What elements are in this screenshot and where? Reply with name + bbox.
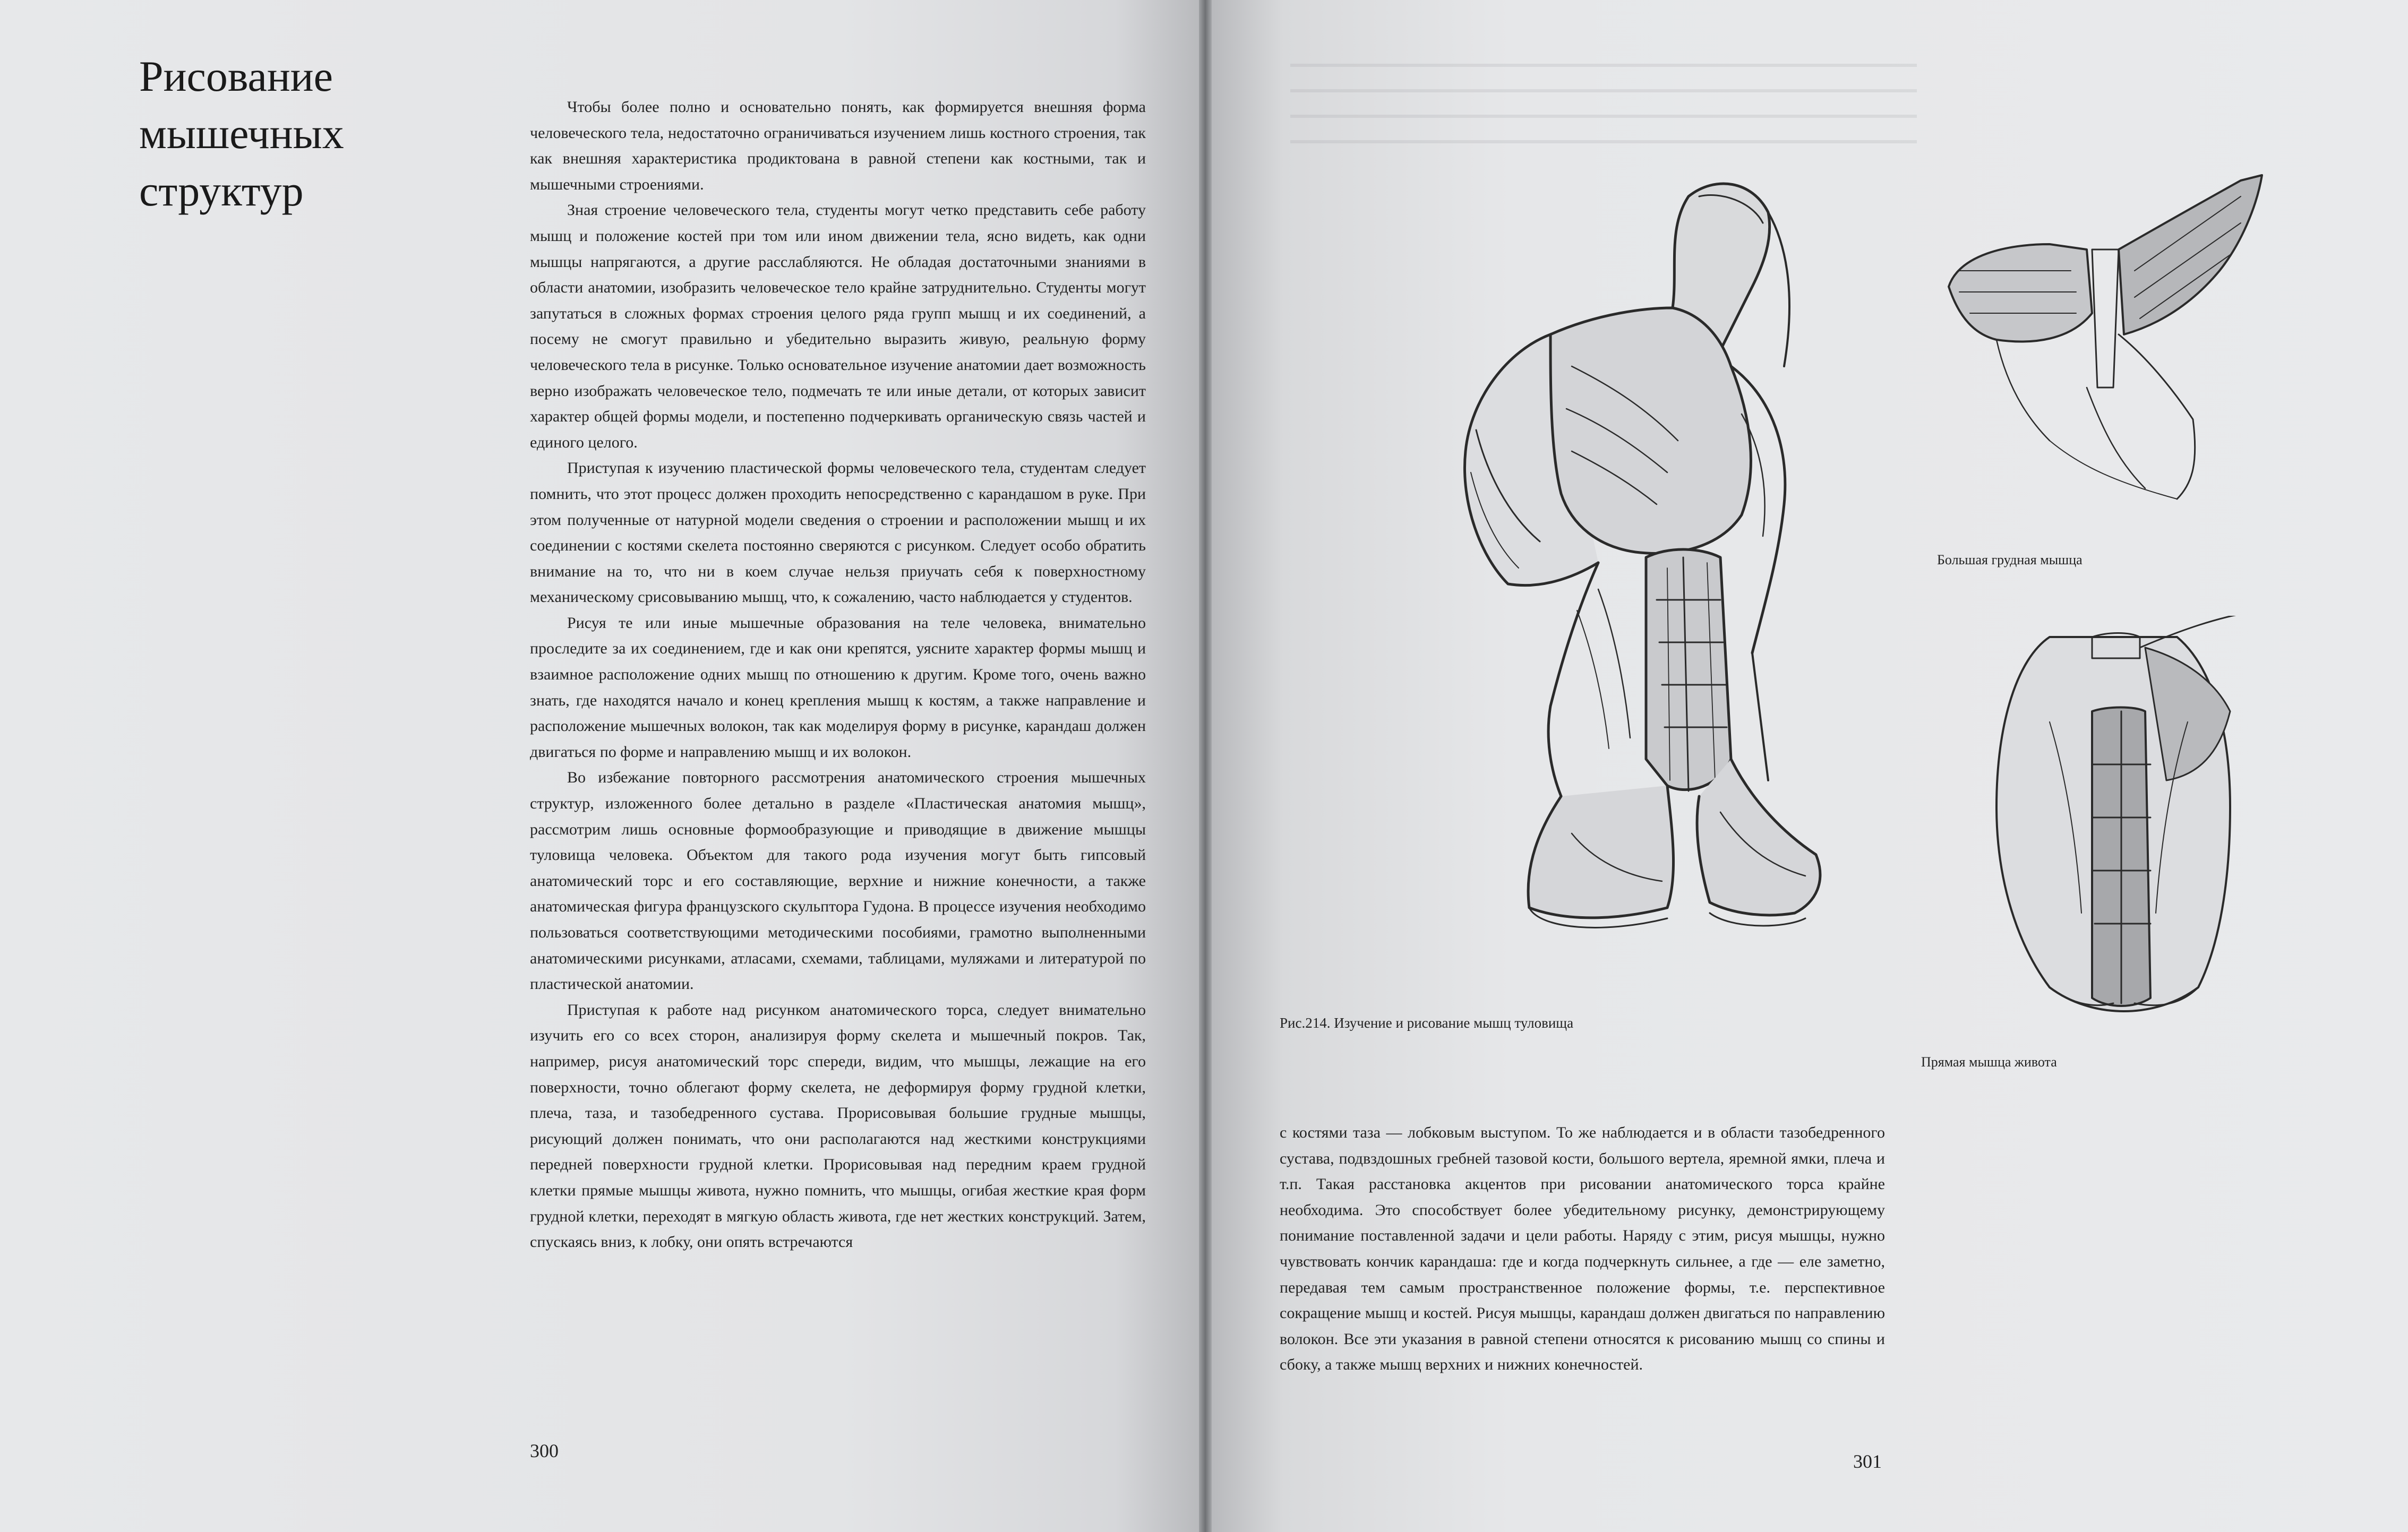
pectoral-muscle-drawing bbox=[1943, 165, 2278, 504]
left-body-text bbox=[530, 94, 1146, 1255]
left-page bbox=[0, 0, 1199, 1532]
right-body-text bbox=[1280, 1120, 1885, 1378]
label-pectoral: Большая грудная мышца bbox=[1937, 552, 2083, 567]
label-rectus: Прямая мышца живота bbox=[1921, 1054, 2057, 1070]
anatomical-torso-drawing bbox=[1349, 175, 1912, 940]
paragraph: Приступая к работе над рисунком анатомического торса, следует внимательно изучить его со всех сторон, анализируя форму скелета и мышечный покров. Так, например, рисуя анатомический торс спереди, видим, что мышцы, лежащие на его поверхности, точно облегают форму скелета, не деформируя форму грудной клетки, плеча, таза, и тазобедренного сустава. Прорисовывая большие грудные мышцы, рисующий должен понимать, что они располагаются над жесткими конструкциями передней поверхности грудной клетки. Прорисовывая над передним краем грудной клетки прямые мышцы живота, нужно помнить, что мышцы, огибая жесткие края форм грудной клетки, переходят в мягкую область живота, где нет жестких конструкций. Затем, спускаясь вниз, к лобку, они опять встречаются bbox=[530, 1001, 1146, 1251]
paragraph: Чтобы более полно и основательно понять, как формируется внешняя форма человеческого тела, недостаточно ограничиваться изучением лишь костного строения, так как внешняя характеристика продиктована в равной степени как костными, так и мышечными строениями. bbox=[530, 98, 1146, 193]
figure-caption: Рис.214. Изучение и рисование мышц туловища bbox=[1280, 1015, 1574, 1031]
page-number-right: 301 bbox=[1853, 1451, 1882, 1472]
paragraph: с костями таза — лобковым выступом. То же наблюдается и в области тазобедренного сустава, подвздошных гребней тазовой кости, большого вертела, яремной ямки, плеча и т.п. Такая расстановка акцентов при рисовании анатомического торса крайне необходима. Это способствует более убедительному рисунку, демонстрирующему понимание поставленной задачи и цели работы. Наряду с этим, рисуя мышцы, нужно чувствовать кончик карандаша: где и когда подчеркнуть сильнее, а где — еле заметно, передавая тем самым пространственное положение формы, т.е. перспективное сокращение мышц и костей. Рисуя мышцы, карандаш должен двигаться по направлению волокон. Все эти указания в равной степени относятся к рисованию мышц со спины и сбоку, а также мышц верхних и нижних конечностей. bbox=[1280, 1124, 1885, 1374]
paragraph: Во избежание повторного рассмотрения анатомического строения мышечных структур, изложенного более детально в разделе «Пластическая анатомия мышц», рассмотрим лишь основные формообразующие и приводящие в движение мышцы туловища человека. Объектом для такого рода изучения могут быть гипсовый анатомический торс и его составляющие, верхние и нижние конечности, а также анатомическая фигура французского скульптора Гудона. В процессе изучения необходимо пользоваться соответствующими методическими пособиями, грамотно выполненными анатомическими рисунками, атласами, схемами, таблицами, муляжами и литературой по пластической анатомии. bbox=[530, 769, 1146, 993]
paragraph: Зная строение человеческого тела, студенты могут четко представить себе работу мышц и положение костей при том или ином движении тела, ясно видеть, как одни мышцы напрягаются, а другие расслабляются. Не обладая достаточными знаниями в области анатомии, изобразить человеческое тело крайне затруднительно. Студенты могут запутаться в сложных формах строения целого ряда групп мышц и их соединений, а посему не смогут правильно и убедительно выразить живую, реальную форму человеческого тела в рисунке. Только основательное изучение анатомии дает возможность верно изображать человеческое тело, подмечать те или иные детали, от которых зависит характер общей формы модели, и постепенно подчеркивать органическую связь частей и единого целого. bbox=[530, 201, 1146, 451]
page-heading bbox=[139, 48, 458, 220]
heading-line-1: Рисование bbox=[139, 52, 333, 100]
paragraph: Рисуя те или иные мышечные образования на теле человека, внимательно проследите за их соединением, где и как они крепятся, уясните характер формы мышц и взаимное расположение одних мышц по отношению к другим. Кроме того, очень важно знать, где находятся начало и конец крепления мышц к костям, а также направление и расположение мышечных волокон, так как моделируя форму в рисунке, карандаш должен двигаться по форме и направлению мышц и их волокон. bbox=[530, 614, 1146, 761]
page-number-left: 300 bbox=[530, 1440, 559, 1461]
paragraph: Приступая к изучению пластической формы человеческого тела, студентам следует помнить, что этот процесс должен проходить непосредственно с карандашом в руке. При этом полученные от натурной модели сведения о строении и расположении мышц и их соединении с костями скелета постоянно сверяются с рисунком. Следует особо обратить внимание на то, что ни в коем случае нельзя приучать себя к поверхностному механическому срисовыванию мышц, что, к сожалению, часто наблюдается у студентов. bbox=[530, 459, 1146, 606]
book-gutter bbox=[1199, 0, 1212, 1532]
show-through-text bbox=[1290, 64, 1917, 170]
rectus-abdominis-drawing bbox=[1986, 616, 2273, 1030]
heading-line-3: структур bbox=[139, 167, 304, 215]
heading-line-2: мышечных bbox=[139, 109, 344, 158]
